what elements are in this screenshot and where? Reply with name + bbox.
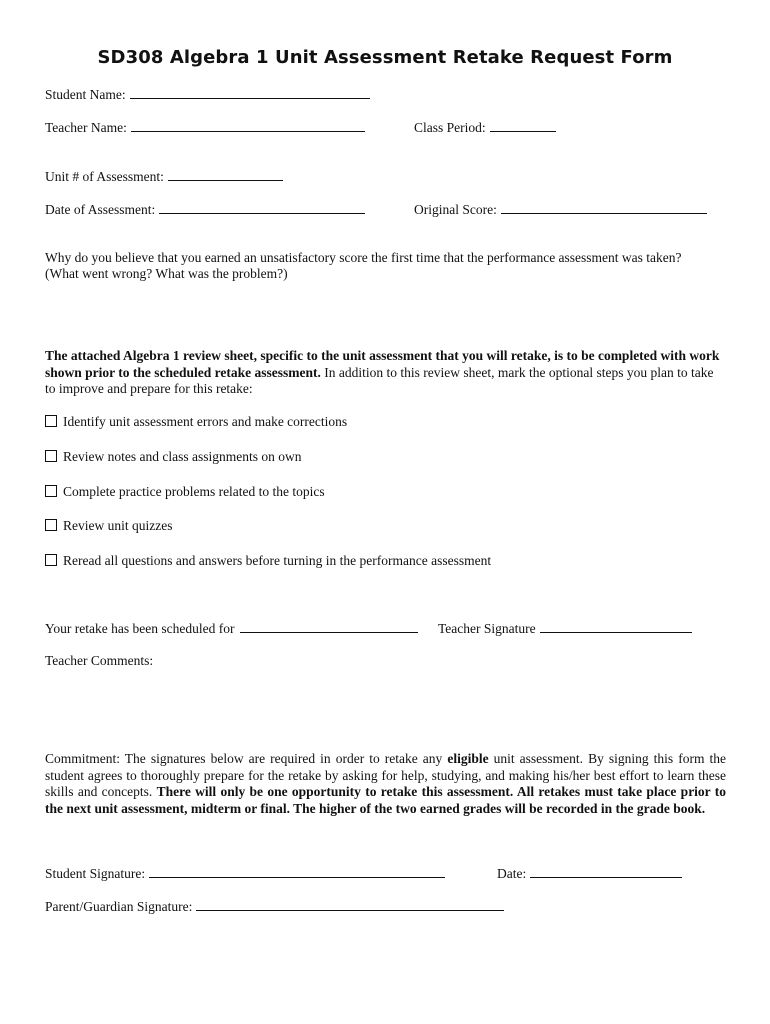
teacher-signature-label: Teacher Signature <box>438 621 536 636</box>
parent-signature-row <box>45 898 504 915</box>
option-item[interactable] <box>45 449 301 465</box>
student-signature-field[interactable] <box>149 865 445 878</box>
option-item[interactable] <box>45 414 347 430</box>
sig-date-label: Date: <box>497 866 527 881</box>
teacher-name-field[interactable] <box>131 119 365 132</box>
commitment-text-a: Commitment: The signatures below are required in order to retake any <box>45 751 448 766</box>
option-label: Review notes and class assignments on own <box>63 449 302 464</box>
parent-signature-label: Parent/Guardian Signature: <box>45 899 193 914</box>
original-score-row <box>414 201 707 218</box>
teacher-comments-label: Teacher Comments: <box>45 653 154 668</box>
class-period-field[interactable] <box>490 119 556 132</box>
option-label: Identify unit assessment errors and make corrections <box>63 414 348 429</box>
question-line-1: Why do you believe that you earned an unsatisfactory score the first time that the performance assessment was taken? <box>45 250 682 265</box>
unit-row <box>45 168 283 185</box>
option-label: Reread all questions and answers before turning in the performance assessment <box>63 553 492 568</box>
class-period-label: Class Period: <box>414 120 486 135</box>
student-name-field[interactable] <box>130 86 370 99</box>
student-name-label: Student Name: <box>45 87 126 102</box>
teacher-name-row <box>45 119 365 136</box>
form-title: SD308 Algebra 1 Unit Assessment Retake Request Form <box>97 47 673 68</box>
review-bold-text: The attached Algebra 1 review sheet, specific to the unit assessment that you will retake, is to be completed with work shown prior to the scheduled retake assessment. <box>45 348 720 380</box>
date-field[interactable] <box>159 201 365 214</box>
sig-date-row <box>497 865 682 882</box>
scheduled-field[interactable] <box>240 620 418 633</box>
checkbox-icon[interactable] <box>45 554 57 566</box>
student-name-row <box>45 86 370 103</box>
commitment-text <box>45 751 726 817</box>
question-line-2: (What went wrong? What was the problem?) <box>45 266 288 281</box>
date-label: Date of Assessment: <box>45 202 156 217</box>
teacher-signature-field[interactable] <box>540 620 692 633</box>
option-label: Complete practice problems related to the topics <box>63 484 325 499</box>
checkbox-icon[interactable] <box>45 519 57 531</box>
teacher-signature-row <box>438 620 692 637</box>
student-signature-row <box>45 865 445 882</box>
checkbox-icon[interactable] <box>45 450 57 462</box>
commitment-bold-text: There will only be one opportunity to retake this assessment. All retakes must take place prior to the next unit assessment, midterm or final. The higher of the two earned grades will be recorded in the grade book. <box>45 784 726 816</box>
scheduled-row <box>45 620 418 637</box>
original-score-field[interactable] <box>501 201 707 214</box>
parent-signature-field[interactable] <box>196 898 504 911</box>
commitment-text-b: unit assessment. By signing this form the student agrees to thoroughly prepare for the retake by asking for help, studying, and making his/her best effort to learn these skills and concepts. <box>45 751 726 799</box>
option-item[interactable] <box>45 553 491 569</box>
review-normal-text: In addition to this review sheet, mark the optional steps you plan to take to improve and prepare for this retake: <box>45 364 714 396</box>
student-signature-label: Student Signature: <box>45 866 146 881</box>
date-row <box>45 201 365 218</box>
checkbox-icon[interactable] <box>45 485 57 497</box>
option-label: Review unit quizzes <box>63 518 173 533</box>
teacher-name-label: Teacher Name: <box>45 120 127 135</box>
option-item[interactable] <box>45 518 172 534</box>
class-period-row <box>414 119 556 136</box>
commitment-eligible: eligible <box>447 751 489 766</box>
unit-field[interactable] <box>168 168 283 181</box>
unit-label: Unit # of Assessment: <box>45 169 164 184</box>
sig-date-field[interactable] <box>530 865 682 878</box>
original-score-label: Original Score: <box>414 202 497 217</box>
option-item[interactable] <box>45 484 325 500</box>
scheduled-label: Your retake has been scheduled for <box>45 621 235 636</box>
checkbox-icon[interactable] <box>45 415 57 427</box>
review-instructions <box>45 348 726 398</box>
